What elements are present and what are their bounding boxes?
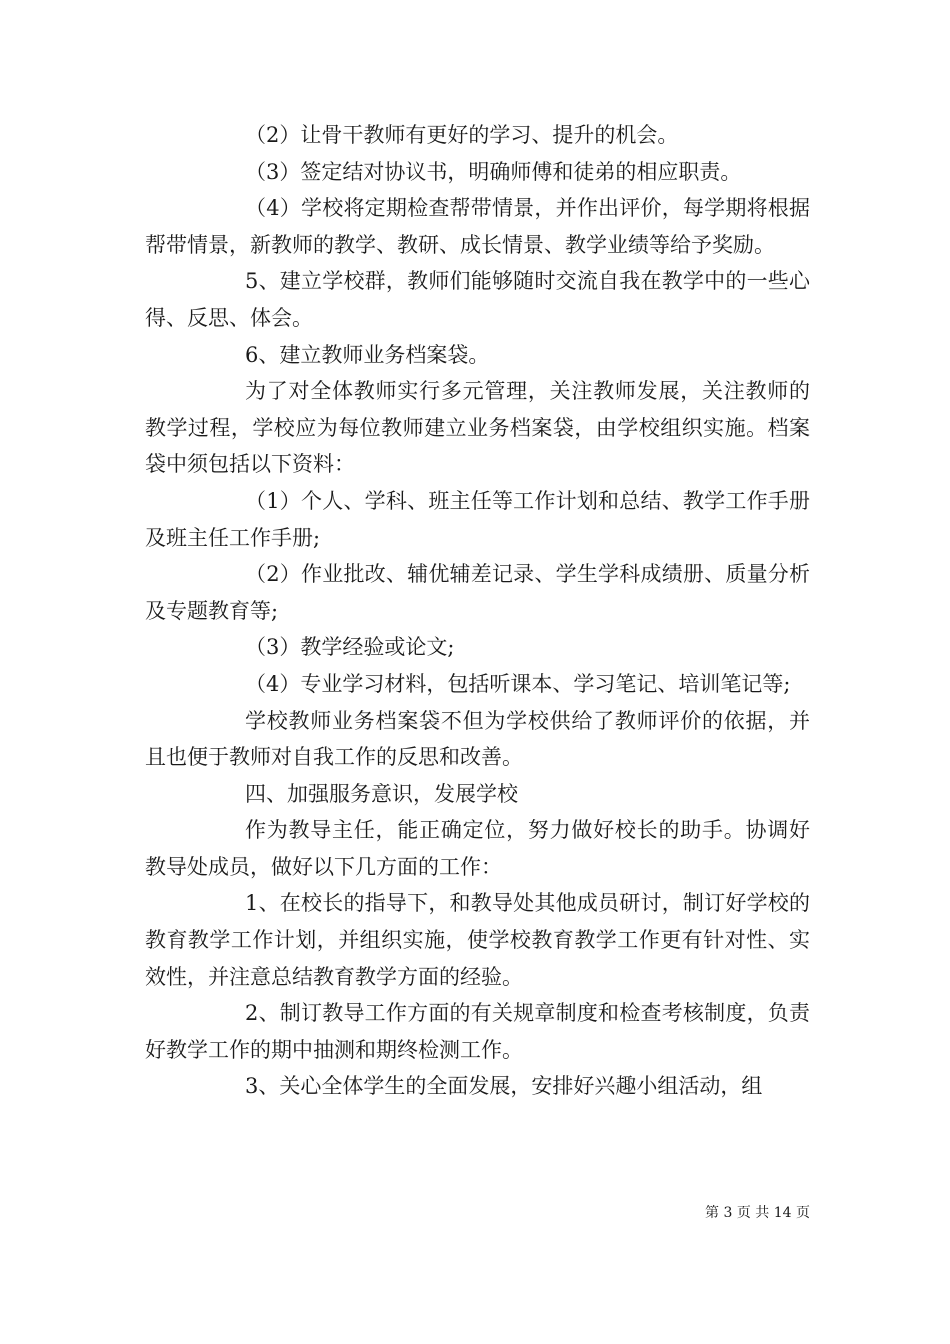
paragraph: 为了对全体教师实行多元管理，关注教师发展，关注教师的教学过程，学校应为每位教师建立业务档案袋，由学校组织实施。档案袋中须包括以下资料： <box>145 379 810 477</box>
paragraph: （2）作业批改、辅优辅差记录、学生学科成绩册、质量分析及专题教育等; <box>145 562 810 623</box>
paragraph: 6、建立教师业务档案袋。 <box>245 342 490 367</box>
document-body <box>145 117 810 1105</box>
page-number-footer: 第 3 页 共 14 页 <box>705 1205 810 1221</box>
paragraph: 作为教导主任，能正确定位，努力做好校长的助手。协调好教导处成员，做好以下几方面的工作： <box>145 818 810 879</box>
paragraph: （2）让骨干教师有更好的学习、提升的机会。 <box>245 123 679 147</box>
paragraph: （4）专业学习材料，包括听课本、学习笔记、培训笔记等; <box>245 671 791 696</box>
paragraph: （3）签定结对协议书，明确师傅和徒弟的相应职责。 <box>245 159 742 184</box>
paragraph: （3）教学经验或论文; <box>245 635 455 660</box>
paragraph: 5、建立学校群，教师们能够随时交流自我在教学中的一些心得、反思、体会。 <box>145 269 810 330</box>
paragraph: 学校教师业务档案袋不但为学校供给了教师评价的依据，并且也便于教师对自我工作的反思和改善。 <box>145 708 810 770</box>
paragraph: 3、关心全体学生的全面发展，安排好兴趣小组活动，组 <box>245 1074 763 1099</box>
paragraph: （1）个人、学科、班主任等工作计划和总结、教学工作手册及班主任工作手册; <box>145 488 810 550</box>
paragraph: 1、在校长的指导下，和教导处其他成员研讨，制订好学校的教育教学工作计划，并组织实施，使学校教育教学工作更有针对性、实效性，并注意总结教育教学方面的经验。 <box>145 891 810 989</box>
paragraph: 2、制订教导工作方面的有关规章制度和检查考核制度，负责好教学工作的期中抽测和期终检测工作。 <box>145 1001 810 1062</box>
section-heading: 四、加强服务意识，发展学校 <box>245 781 518 806</box>
paragraph: （4）学校将定期检查帮带情景，并作出评价，每学期将根据帮带情景，新教师的教学、教研、成长情景、教学业绩等给予奖励。 <box>145 196 810 257</box>
